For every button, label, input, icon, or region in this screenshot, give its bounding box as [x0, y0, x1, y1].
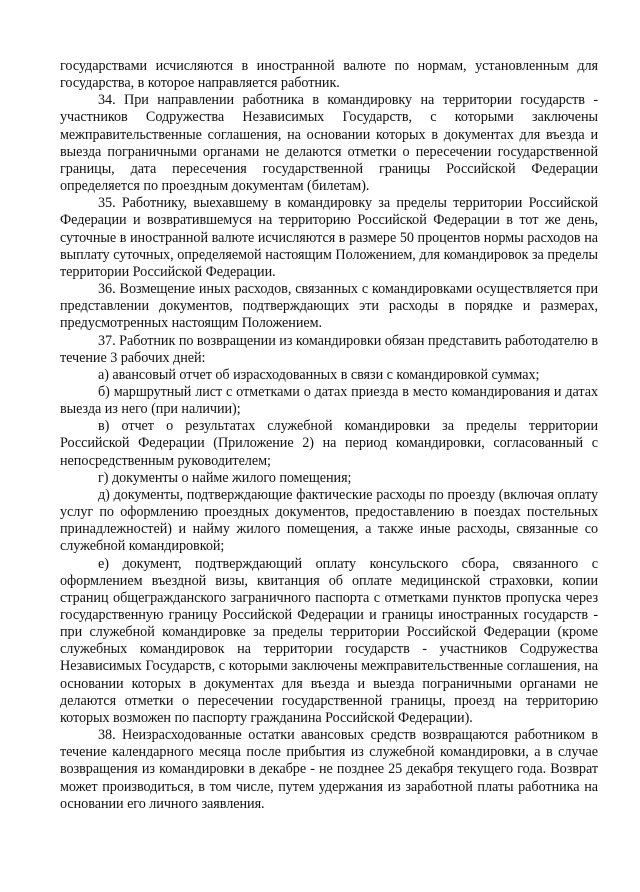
paragraph-continuation: государствами исчисляются в иностранной валюте по нормам, установленным для государства, в которое направляется работник. — [60, 58, 598, 92]
list-item-37d: г) документы о найме жилого помещения; — [98, 469, 352, 486]
document-body — [60, 58, 598, 813]
paragraph-36: 36. Возмещение иных расходов, связанных с командировками осуществляется при представлении документов, подтверждающих эти расходы в порядке и размерах, предусмотренных настоящим Положением. — [60, 281, 598, 332]
list-item-37e: д) документы, подтверждающие фактические расходы по проезду (включая оплату услуг по оформлению проездных документов, предоставлению в поездах постельных принадлежностей) и найму жилого помещения, а также иные расходы, связанные со служебной командировкой; — [60, 486, 598, 555]
list-item-37a: а) авансовый отчет об израсходованных в связи с командировкой суммах; — [98, 366, 540, 383]
list-item-37f: е) документ, подтверждающий оплату консульского сбора, связанного с оформлением въездной визы, квитанция об оплате медицинской страховки, копии страниц общегражданского заграничного паспорта с отметками пунктов пропуска через государственную границу Российской Федерации и границы иностранных государств - при служебной командировке за пределы территории Российской Федерации (кроме служебных командировок на территории государств - участников Содружества Независимых Государств, с которыми заключены межправительственные соглашения, на основании которых в документах для въезда и выезда пограничными органами не делаются отметки о пересечении государственной границы, проезд на территорию которых возможен по паспорту гражданина Российской Федерации). — [60, 555, 598, 726]
paragraph-35: 35. Работнику, выехавшему в командировку за пределы территории Российской Федерации и возвратившемуся на территорию Российской Федерации в тот же день, суточные в иностранной валюте исчисляются в размере 50 процентов нормы расходов на выплату суточных, определяемой настоящим Положением, для командировок за пределы территории Российской Федерации. — [60, 195, 598, 280]
paragraph-34: 34. При направлении работника в командировку на территории государств - участников Содружества Независимых Государств, с которыми заключены межправительственные соглашения, на основании которых в документах для въезда и выезда пограничными органами не делаются отметки о пересечении государственной границы, дата пересечения государственной границы Российской Федерации определяется по проездным документам (билетам). — [60, 92, 598, 195]
paragraph-37: 37. Работник по возвращении из командировки обязан представить работодателю в течение 3 рабочих дней: — [60, 332, 598, 366]
list-item-37b: б) маршрутный лист с отметками о датах приезда в место командирования и датах выезда из него (при наличии); — [60, 383, 598, 418]
paragraph-38: 38. Неизрасходованные остатки авансовых средств возвращаются работником в течение календарного месяца после прибытия из служебной командировки, а в случае возвращения из командировки в декабре - не позднее 25 декабря текущего года. Возврат может производиться, в том числе, путем удержания из заработной платы работника на основании его личного заявления. — [60, 727, 598, 812]
list-item-37c: в) отчет о результатах служебной командировки за пределы территории Российской Федерации (Приложение 2) на период командировки, согласованный с непосредственным руководителем; — [60, 418, 598, 469]
